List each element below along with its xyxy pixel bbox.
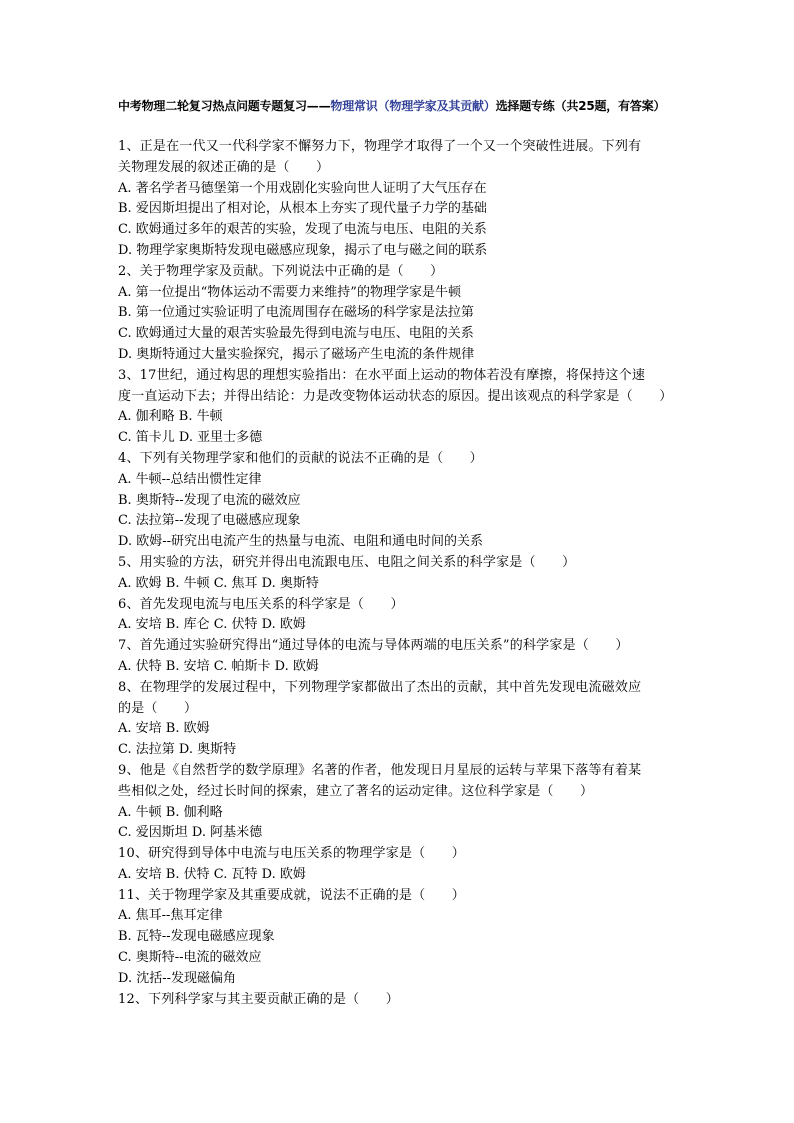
q5-stem: 5、用实验的方法，研究并得出电流跟电压、电阻之间关系的科学家是（ ）	[118, 554, 576, 570]
q10-options: A. 安培 B. 伏特 C. 瓦特 D. 欧姆	[118, 866, 306, 882]
q10-stem: 10、研究得到导体中电流与电压关系的物理学家是（ ）	[118, 846, 465, 862]
q2-option-a: A. 第一位提出“物体运动不需要力来维持”的物理学家是牛顿	[118, 284, 461, 300]
q3-stem-line2: 度一直运动下去；并得出结论：力是改变物体运动状态的原因。提出该观点的科学家是（ ）	[118, 388, 673, 404]
q1-option-a: A. 著名学者马德堡第一个用戏剧化实验向世人证明了大气压存在	[118, 180, 487, 196]
q6-options: A. 安培 B. 库仑 C. 伏特 D. 欧姆	[118, 617, 306, 633]
q12-stem: 12、下列科学家与其主要贡献正确的是（ ）	[118, 991, 399, 1007]
q8-options-ab: A. 安培 B. 欧姆	[118, 721, 210, 737]
q4-stem: 4、下列有关物理学家和他们的贡献的说法不正确的是（ ）	[118, 450, 483, 466]
q11-stem: 11、关于物理学家及其重要成就，说法不正确的是（ ）	[118, 887, 465, 903]
q6-stem: 6、首先发现电流与电压关系的科学家是（ ）	[118, 596, 404, 612]
q2-option-b: B. 第一位通过实验证明了电流周围存在磁场的科学家是法拉第	[118, 305, 474, 321]
q4-option-a: A. 牛顿--总结出惯性定律	[118, 471, 262, 487]
title-suffix: 选择题专练（共25题，有答案）	[495, 99, 666, 113]
q11-option-a: A. 焦耳--焦耳定律	[118, 908, 223, 924]
q1-stem-line2: 关物理发展的叙述正确的是（ ）	[118, 159, 330, 175]
q3-stem-line1: 3、17世纪，通过构思的理想实验指出：在水平面上运动的物体若没有摩擦，将保持这个速	[118, 367, 646, 383]
q4-option-c: C. 法拉第--发现了电磁感应现象	[118, 513, 301, 529]
q9-stem-line1: 9、他是《自然哲学的数学原理》名著的作者，他发现日月星辰的运转与苹果下落等有着某	[118, 762, 642, 778]
q1-option-d: D. 物理学家奥斯特发现电磁感应现象，揭示了电与磁之间的联系	[118, 242, 488, 258]
q9-options-cd: C. 爱因斯坦 D. 阿基米德	[118, 825, 263, 841]
q8-stem-line1: 8、在物理学的发展过程中，下列物理学家都做出了杰出的贡献，其中首先发现电流磁效应	[118, 679, 642, 695]
q2-stem: 2、关于物理学家及贡献。下列说法中正确的是（ ）	[118, 263, 444, 279]
q3-options-cd: C. 笛卡儿 D. 亚里士多德	[118, 430, 263, 446]
questions-body	[118, 137, 680, 1010]
q9-stem-line2: 些相似之处，经过长时间的探索，建立了著名的运动定律。这位科学家是（ ）	[118, 783, 594, 799]
q2-option-d: D. 奥斯特通过大量实验探究，揭示了磁场产生电流的条件规律	[118, 346, 475, 362]
q1-stem-line1: 1、正是在一代又一代科学家不懈努力下，物理学才取得了一个又一个突破性进展。下列有	[118, 139, 642, 154]
q1-option-b: B. 爱因斯坦提出了相对论，从根本上夯实了现代量子力学的基础	[118, 201, 487, 217]
q4-option-b: B. 奥斯特--发现了电流的磁效应	[118, 492, 301, 508]
q11-option-c: C. 奥斯特--电流的磁效应	[118, 950, 262, 966]
q8-options-cd: C. 法拉第 D. 奥斯特	[118, 742, 237, 758]
q4-option-d: D. 欧姆--研究出电流产生的热量与电流、电阻和通电时间的关系	[118, 534, 484, 550]
document-title	[118, 97, 698, 114]
title-prefix: 中考物理二轮复习热点问题专题复习——	[118, 99, 331, 113]
q11-option-d: D. 沈括--发现磁偏角	[118, 970, 237, 986]
q7-stem: 7、首先通过实验研究得出“通过导体的电流与导体两端的电压关系”的科学家是（ ）	[118, 638, 629, 654]
q5-options: A. 欧姆 B. 牛顿 C. 焦耳 D. 奥斯特	[118, 575, 319, 591]
q3-options-ab: A. 伽利略 B. 牛顿	[118, 409, 223, 425]
q2-option-c: C. 欧姆通过大量的艰苦实验最先得到电流与电压、电阻的关系	[118, 326, 474, 342]
q8-stem-line2: 的是（ ）	[118, 700, 198, 716]
q1-option-c: C. 欧姆通过多年的艰苦的实验，发现了电流与电压、电阻的关系	[118, 222, 487, 238]
q9-options-ab: A. 牛顿 B. 伽利略	[118, 804, 223, 820]
title-highlight: 物理常识（物理学家及其贡献）	[330, 99, 496, 113]
q11-option-b: B. 瓦特--发现电磁感应现象	[118, 929, 275, 945]
q7-options: A. 伏特 B. 安培 C. 帕斯卡 D. 欧姆	[118, 658, 319, 674]
